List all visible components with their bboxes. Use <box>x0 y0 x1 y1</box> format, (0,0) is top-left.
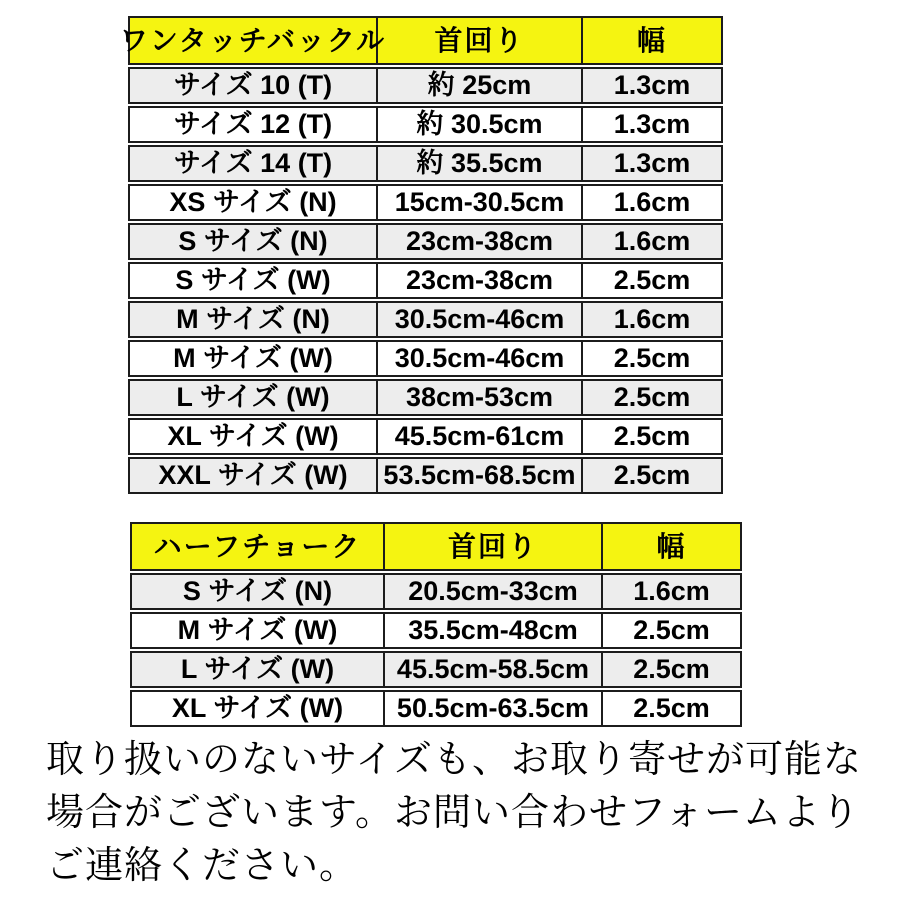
table-row <box>128 457 723 494</box>
width-cell: 1.6cm <box>613 226 691 256</box>
size-label-cell: サイズ 14 (T) <box>130 147 378 180</box>
column-header: 首回り <box>378 18 583 63</box>
width-cell: 2.5cm <box>613 265 691 295</box>
neck-circumference-cell: 50.5cm-63.5cm <box>385 692 603 725</box>
column-header: ワンタッチバックル <box>130 18 378 63</box>
note-line: ご連絡ください。 <box>46 845 359 887</box>
column-header: ハーフチョーク <box>132 524 385 569</box>
neck-circumference-cell: 約 30.5cm <box>378 108 583 141</box>
width-cell: 1.3cm <box>613 148 691 178</box>
table-row <box>128 418 723 455</box>
table-row <box>128 145 723 182</box>
width-cell: 1.6cm <box>633 576 710 606</box>
table-row <box>128 184 723 221</box>
size-label-cell: M サイズ (W) <box>130 342 378 375</box>
neck-circumference-cell: 15cm-30.5cm <box>378 186 583 219</box>
width-cell: 1.6cm <box>613 187 691 217</box>
table-row <box>128 223 723 260</box>
column-header: 幅 <box>656 530 687 562</box>
neck-circumference-cell: 約 25cm <box>378 69 583 102</box>
width-cell: 1.3cm <box>613 109 691 139</box>
width-cell: 2.5cm <box>633 615 710 645</box>
table-row <box>130 690 742 727</box>
size-label-cell: L サイズ (W) <box>132 653 385 686</box>
width-cell: 2.5cm <box>613 460 691 490</box>
order-availability-note <box>46 734 876 893</box>
table-row <box>130 651 742 688</box>
one-touch-buckle-size-table <box>119 16 723 496</box>
neck-circumference-cell: 45.5cm-61cm <box>378 420 583 453</box>
size-label-cell: XL サイズ (W) <box>130 420 378 453</box>
table-row <box>128 106 723 143</box>
half-choke-size-table <box>130 522 742 729</box>
size-label-cell: XXL サイズ (W) <box>130 459 378 492</box>
neck-circumference-cell: 35.5cm-48cm <box>385 614 603 647</box>
width-cell: 1.6cm <box>613 304 691 334</box>
size-label-cell: S サイズ (N) <box>130 225 378 258</box>
table-row <box>128 379 723 416</box>
width-cell: 2.5cm <box>633 693 710 723</box>
size-label-cell: M サイズ (N) <box>130 303 378 336</box>
size-label-cell: XL サイズ (W) <box>132 692 385 725</box>
size-label-cell: XS サイズ (N) <box>130 186 378 219</box>
table-row <box>130 612 742 649</box>
table-row <box>128 340 723 377</box>
neck-circumference-cell: 約 35.5cm <box>378 147 583 180</box>
column-header: 幅 <box>636 24 667 56</box>
neck-circumference-cell: 45.5cm-58.5cm <box>385 653 603 686</box>
neck-circumference-cell: 23cm-38cm <box>378 225 583 258</box>
neck-circumference-cell: 38cm-53cm <box>378 381 583 414</box>
size-label-cell: サイズ 12 (T) <box>130 108 378 141</box>
neck-circumference-cell: 30.5cm-46cm <box>378 303 583 336</box>
column-header: 首回り <box>385 524 603 569</box>
size-label-cell: S サイズ (N) <box>132 575 385 608</box>
size-label-cell: S サイズ (W) <box>130 264 378 297</box>
table-row <box>130 573 742 610</box>
table-header-row <box>130 522 742 571</box>
table-header-row <box>119 16 723 65</box>
width-cell: 2.5cm <box>633 654 710 684</box>
table-row <box>128 67 723 104</box>
size-label-cell: M サイズ (W) <box>132 614 385 647</box>
note-line: 取り扱いのないサイズも、お取り寄せが可能な <box>46 739 862 781</box>
size-label-cell: サイズ 10 (T) <box>130 69 378 102</box>
note-line: 場合がございます。お問い合わせフォームより <box>46 792 861 834</box>
size-label-cell: L サイズ (W) <box>130 381 378 414</box>
width-cell: 1.3cm <box>613 70 691 100</box>
width-cell: 2.5cm <box>613 343 691 373</box>
neck-circumference-cell: 23cm-38cm <box>378 264 583 297</box>
width-cell: 2.5cm <box>613 421 691 451</box>
neck-circumference-cell: 53.5cm-68.5cm <box>378 459 583 492</box>
width-cell: 2.5cm <box>613 382 691 412</box>
neck-circumference-cell: 20.5cm-33cm <box>385 575 603 608</box>
neck-circumference-cell: 30.5cm-46cm <box>378 342 583 375</box>
table-row <box>128 262 723 299</box>
table-row <box>128 301 723 338</box>
